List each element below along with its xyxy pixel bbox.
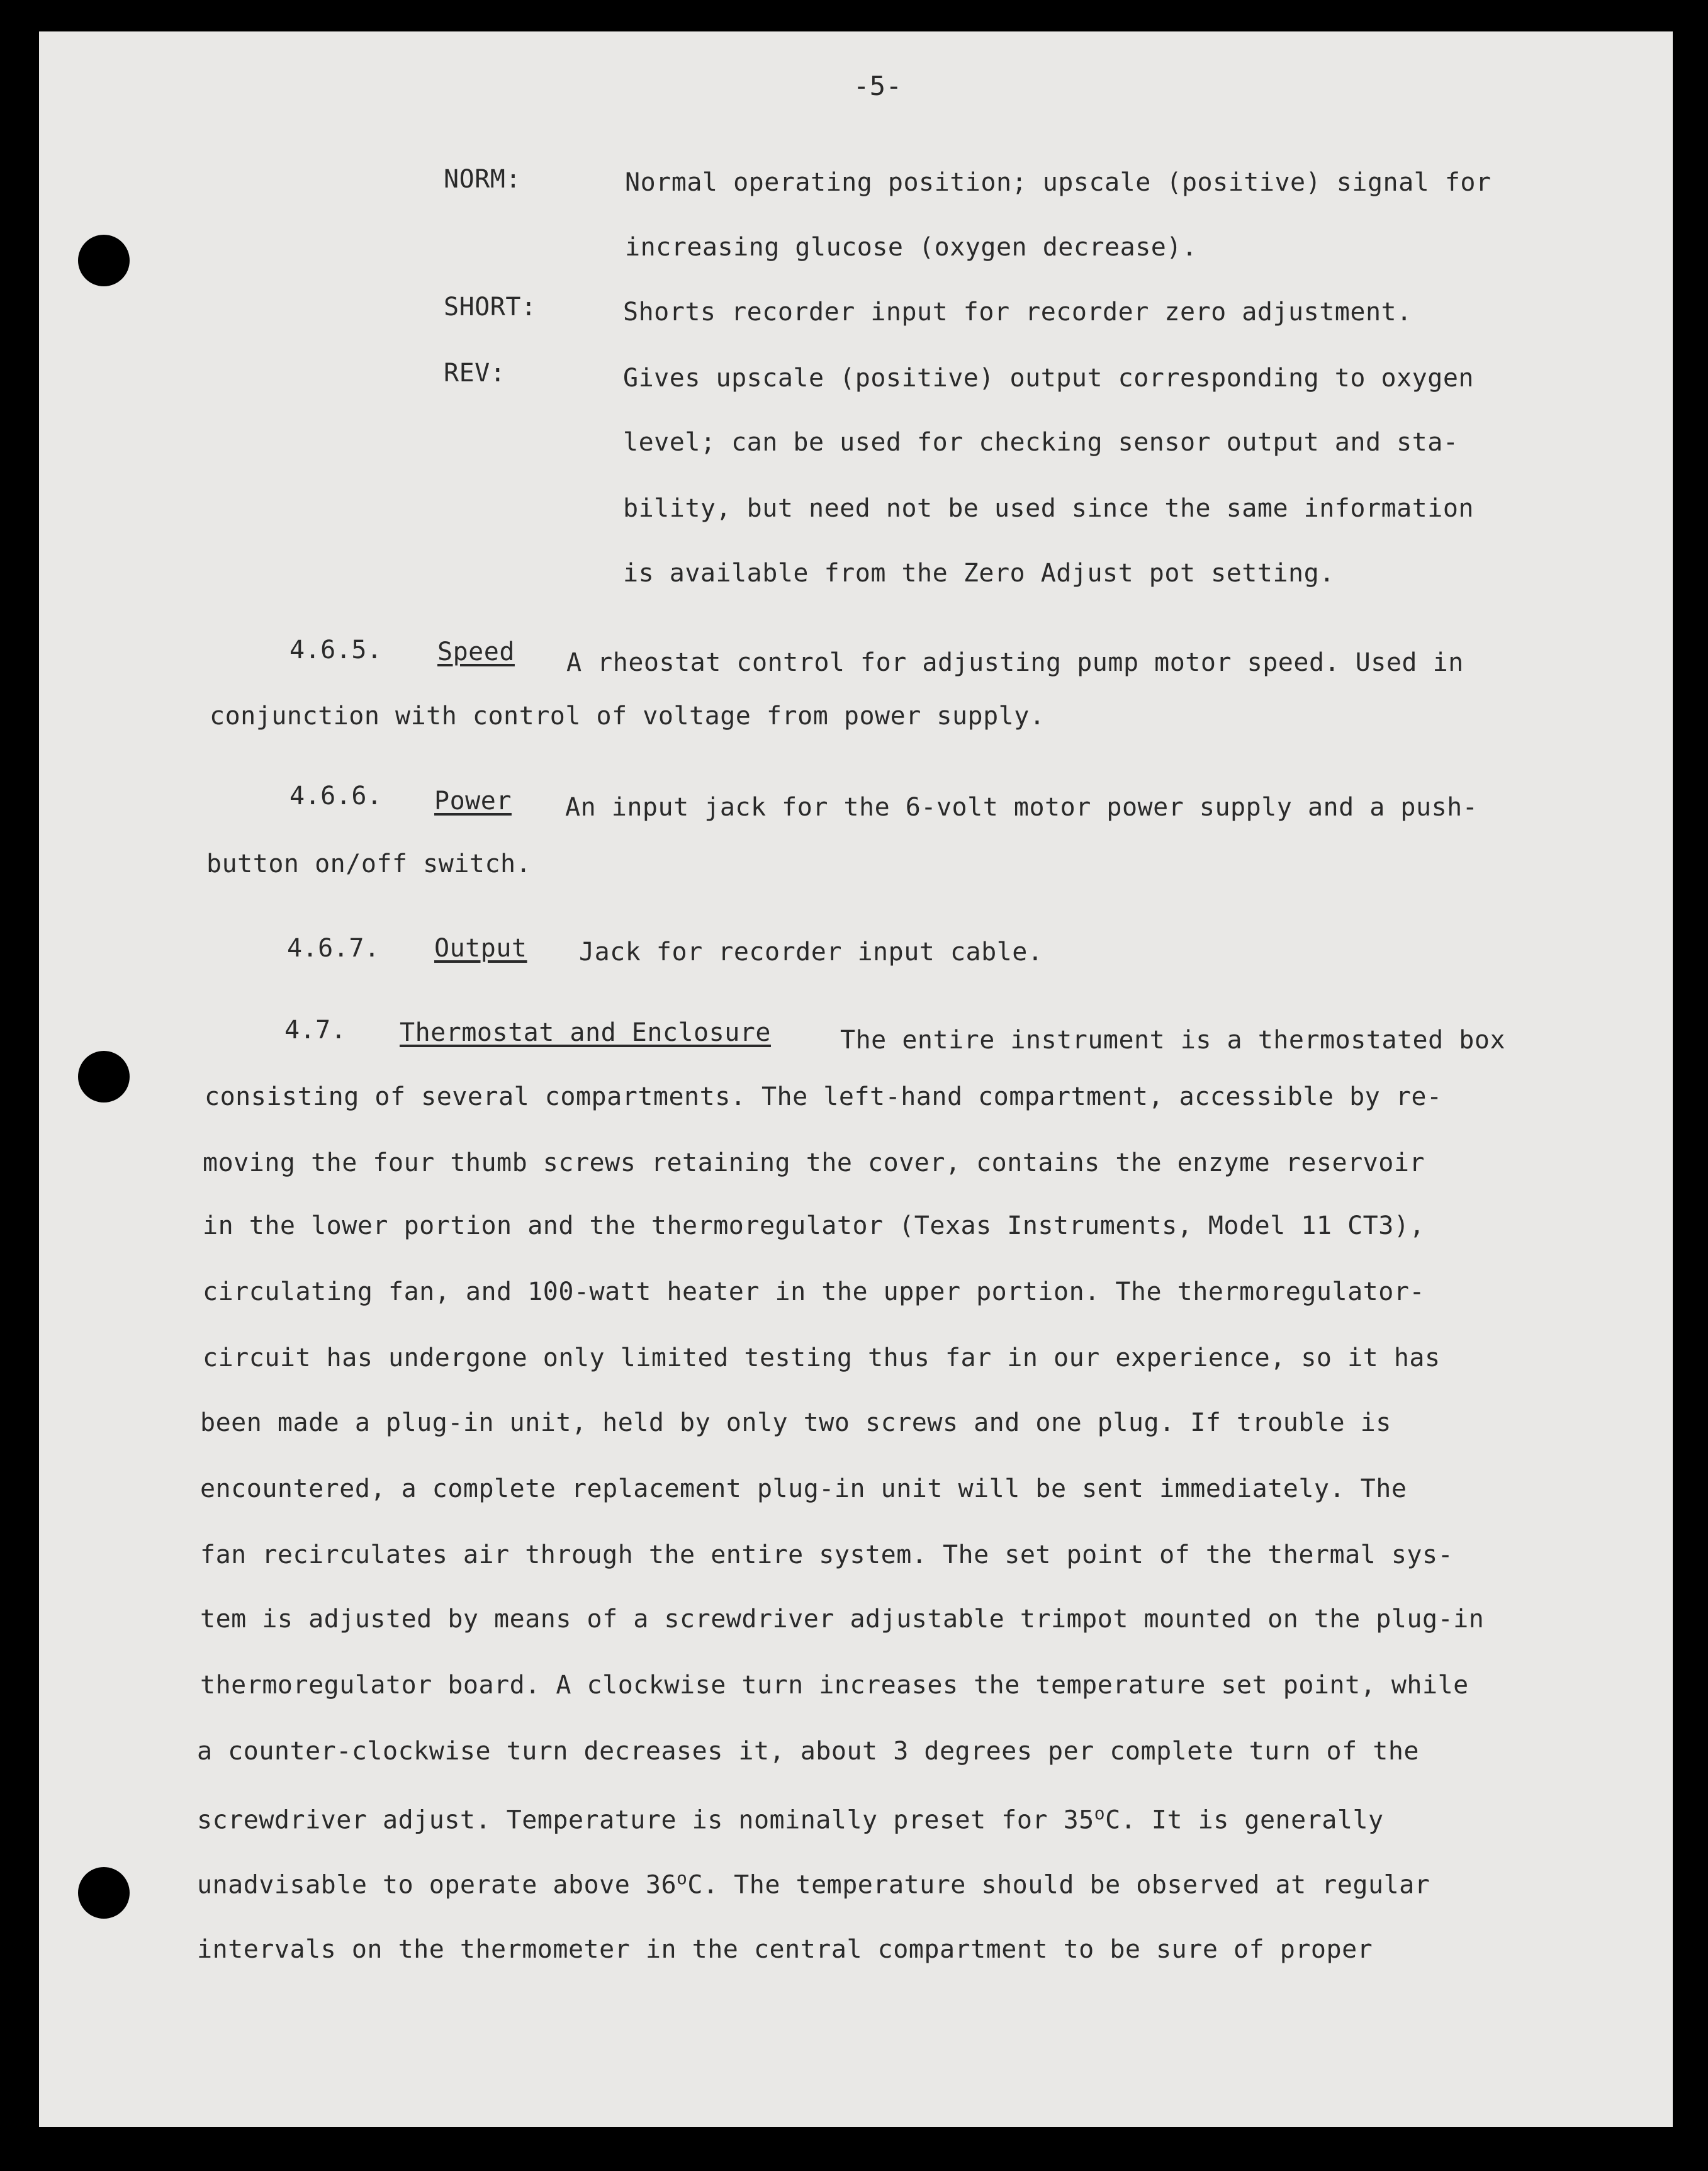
setting-text-line: increasing glucose (oxygen decrease).	[625, 233, 1198, 262]
section-text-line: The entire instrument is a thermostated box	[840, 1026, 1506, 1055]
punch-hole-bottom	[78, 1867, 130, 1919]
setting-label-short: SHORT:	[444, 293, 537, 322]
section-text-line: button on/off switch.	[206, 850, 532, 878]
section-number: 4.7.	[284, 1016, 347, 1045]
degree-superscript: o	[1094, 1803, 1106, 1824]
section-title-thermostat: Thermostat and Enclosure	[400, 1018, 771, 1047]
section-text-line: screwdriver adjust. Temperature is nominally preset for 35$^o$C. It is generally	[197, 1803, 1384, 1835]
section-text-line: conjunction with control of voltage from power supply.	[210, 702, 1045, 731]
section-text-line: thermoregulator board. A clockwise turn increases the temperature set point, while	[200, 1671, 1469, 1700]
setting-text-line: level; can be used for checking sensor output and sta-	[623, 428, 1459, 457]
section-text-line: A rheostat control for adjusting pump motor speed. Used in	[566, 648, 1464, 677]
section-text-line: tem is adjusted by means of a screwdriver adjustable trimpot mounted on the plug-in	[200, 1605, 1485, 1634]
section-text-line: a counter-clockwise turn decreases it, about 3 degrees per complete turn of the	[197, 1737, 1419, 1766]
setting-label-norm: NORM:	[444, 165, 521, 194]
section-text-line: circulating fan, and 100-watt heater in the upper portion. The thermoregulator-	[203, 1277, 1425, 1306]
section-text-line: fan recirculates air through the entire system. The set point of the thermal sys-	[200, 1540, 1454, 1569]
section-text-line: intervals on the thermometer in the central compartment to be sure of proper	[197, 1935, 1373, 1964]
section-title-output: Output	[434, 934, 527, 963]
page-number: -5-	[853, 70, 902, 101]
section-number: 4.6.7.	[287, 934, 380, 963]
section-number: 4.6.6.	[289, 782, 383, 811]
section-title-power: Power	[434, 787, 512, 816]
setting-text-line: is available from the Zero Adjust pot setting.	[623, 559, 1335, 588]
punch-hole-middle	[78, 1051, 130, 1102]
section-text-line: unadvisable to operate above 36$^o$C. The temperature should be observed at regular	[197, 1868, 1430, 1900]
section-text-line: moving the four thumb screws retaining the cover, contains the enzyme reservoir	[203, 1148, 1425, 1177]
section-text-line: been made a plug-in unit, held by only two screws and one plug. If trouble is	[200, 1408, 1391, 1437]
setting-label-rev: REV:	[444, 359, 506, 388]
section-text-line: encountered, a complete replacement plug-in unit will be sent immediately. The	[200, 1474, 1407, 1503]
section-text-line: in the lower portion and the thermoregulator (Texas Instruments, Model 11 CT3),	[203, 1211, 1425, 1240]
setting-text-line: Shorts recorder input for recorder zero adjustment.	[623, 298, 1412, 327]
degree-superscript: o	[677, 1868, 688, 1888]
setting-text-line: Gives upscale (positive) output corresponding to oxygen	[623, 364, 1475, 393]
punch-hole-top	[78, 235, 130, 286]
section-title-speed: Speed	[437, 637, 515, 666]
setting-text-line: Normal operating position; upscale (positive) signal for	[625, 168, 1492, 197]
section-text-line: An input jack for the 6-volt motor power supply and a push-	[565, 793, 1478, 822]
section-text-line: circuit has undergone only limited testing thus far in our experience, so it has	[203, 1344, 1441, 1372]
setting-text-line: bility, but need not be used since the same information	[623, 494, 1475, 523]
section-number: 4.6.5.	[289, 636, 383, 665]
section-text-line: consisting of several compartments. The left-hand compartment, accessible by re-	[205, 1082, 1442, 1111]
section-text-line: Jack for recorder input cable.	[579, 938, 1043, 967]
